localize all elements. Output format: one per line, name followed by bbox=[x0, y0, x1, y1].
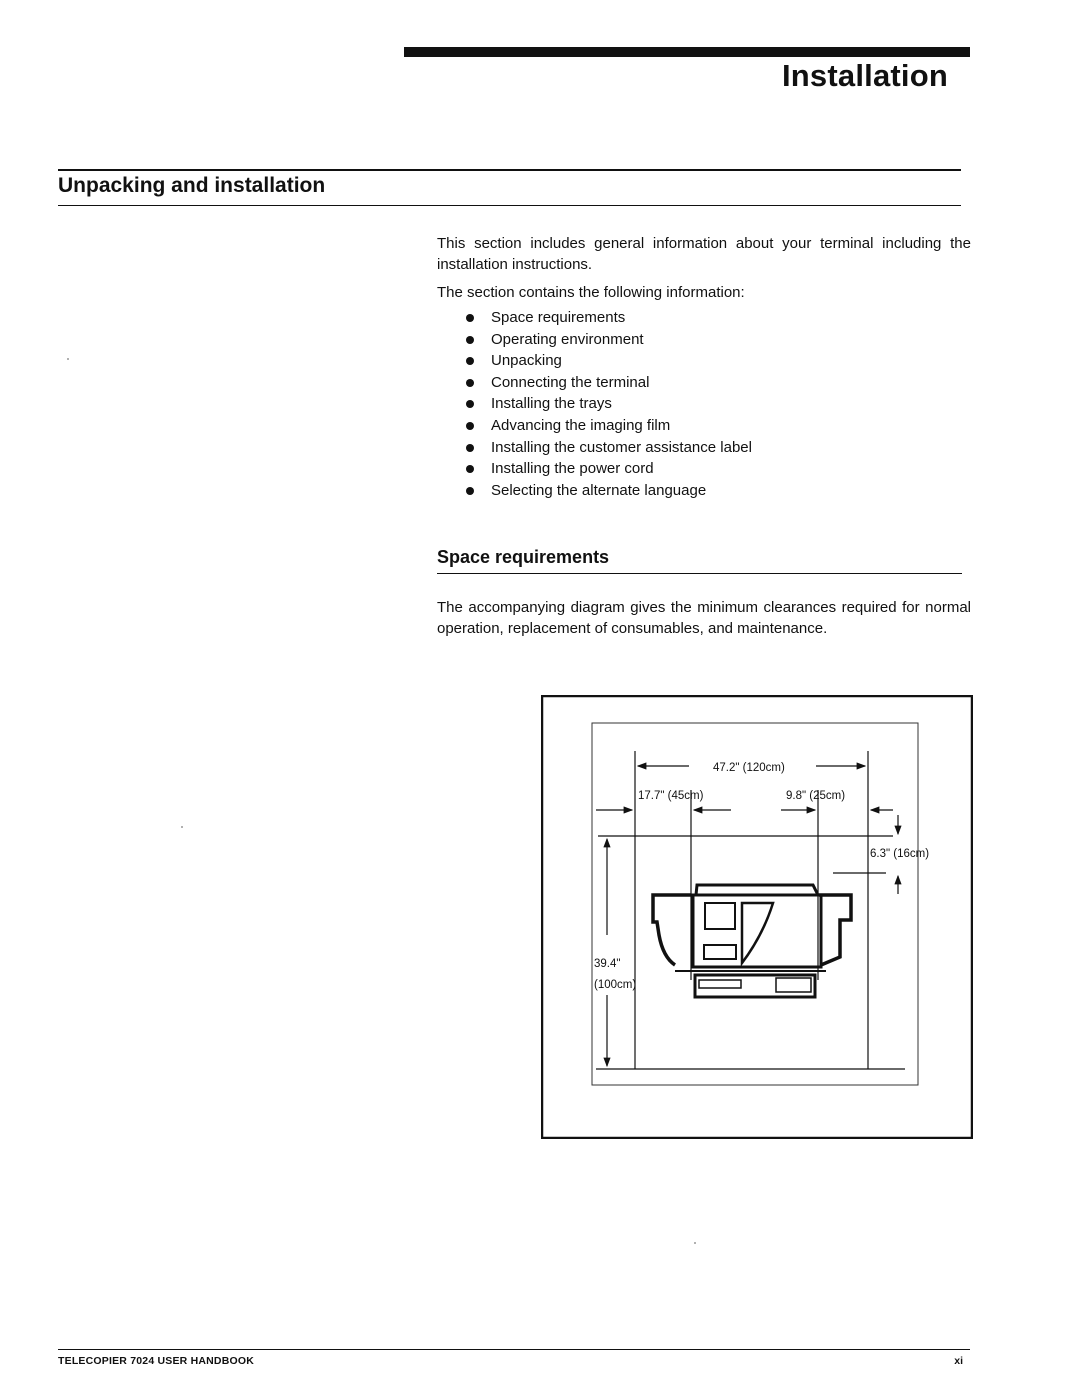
list-item: Installing the customer assistance label bbox=[464, 437, 752, 459]
list-item: Advancing the imaging film bbox=[464, 415, 752, 437]
list-item: Space requirements bbox=[464, 307, 752, 329]
list-item: Selecting the alternate language bbox=[464, 480, 752, 502]
list-item: Operating environment bbox=[464, 329, 752, 351]
list-item: Unpacking bbox=[464, 350, 752, 372]
chapter-title: Installation bbox=[781, 58, 948, 93]
section-rule-top bbox=[58, 169, 961, 171]
footer-page-number: xi bbox=[954, 1355, 963, 1367]
footer-rule bbox=[58, 1349, 970, 1350]
list-item: Installing the power cord bbox=[464, 458, 752, 480]
depth-label-cm: (100cm) bbox=[594, 979, 637, 991]
footer-handbook-title: TELECOPIER 7024 USER HANDBOOK bbox=[58, 1355, 255, 1367]
space-paragraph: The accompanying diagram gives the minimum clearances required for normal operation, replacement of consumables, and maintenance. bbox=[437, 599, 971, 637]
chapter-bar bbox=[404, 47, 970, 57]
clearance-diagram bbox=[541, 695, 973, 1139]
intro-paragraph: This section includes general information about your terminal including the installation instructions. bbox=[437, 235, 971, 273]
scan-speck bbox=[67, 358, 69, 360]
list-item: Installing the trays bbox=[464, 393, 752, 415]
space-requirements-heading: Space requirements bbox=[437, 547, 610, 567]
scan-speck bbox=[181, 826, 183, 828]
section-title: Unpacking and installation bbox=[58, 174, 326, 197]
left-clearance-label: 17.7" (45cm) bbox=[638, 790, 704, 802]
contents-list bbox=[464, 307, 752, 501]
width-label: 47.2" (120cm) bbox=[713, 762, 785, 774]
contents-intro: The section contains the following information: bbox=[437, 284, 745, 301]
machine-drawing bbox=[653, 885, 851, 997]
section-rule-bottom bbox=[58, 205, 961, 206]
rear-clearance-label: 6.3" (16cm) bbox=[870, 848, 930, 860]
scan-speck bbox=[694, 1242, 696, 1244]
subsection-rule bbox=[437, 573, 962, 574]
right-clearance-label: 9.8" (25cm) bbox=[786, 790, 846, 802]
list-item: Connecting the terminal bbox=[464, 372, 752, 394]
depth-label: 39.4" bbox=[594, 958, 621, 970]
